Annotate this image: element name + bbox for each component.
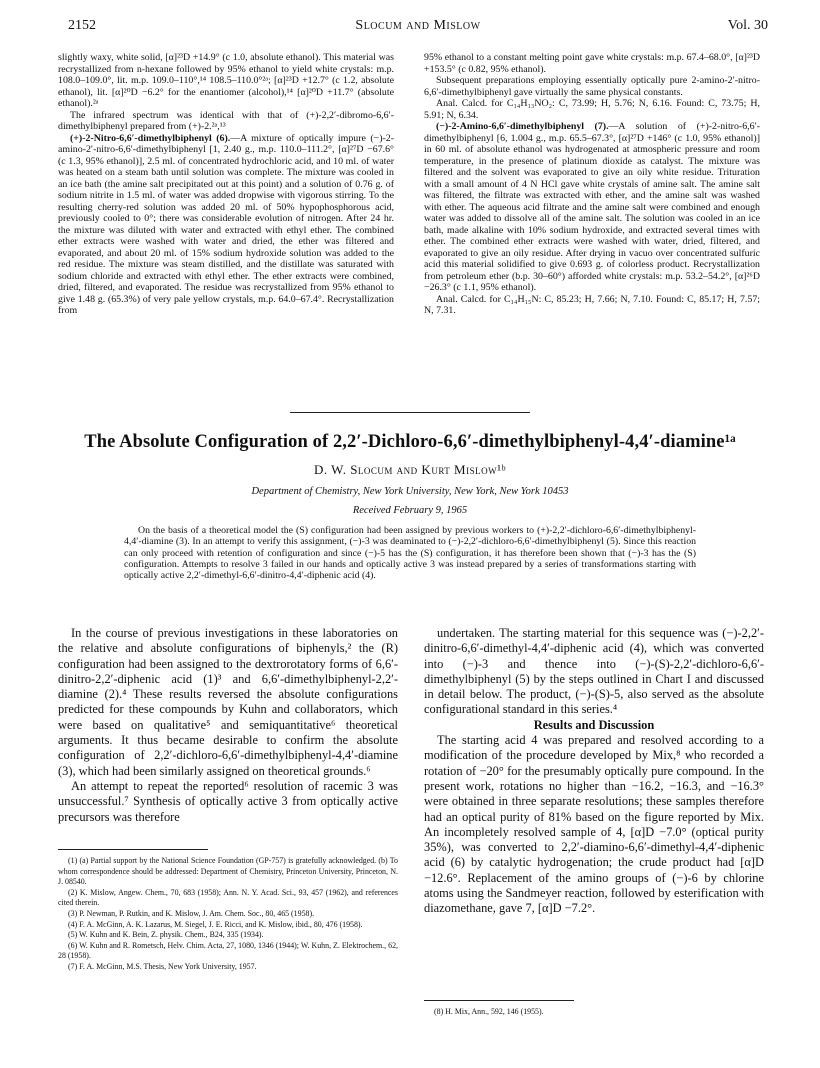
section-heading: Results and Discussion	[533, 717, 655, 732]
volume-label: Vol. 30	[727, 18, 768, 33]
footnote: (6) W. Kuhn and R. Rometsch, Helv. Chim. Acta, 27, 1080, 1346 (1944); W. Kuhn, Z. Elektrochem., 62, 28 (1958).	[58, 940, 398, 961]
paragraph: An attempt to repeat the reported⁶ resolution of racemic 3 was unsuccessful.⁷ Synthesis of optically active 3 from optically active precursors was therefore	[58, 778, 398, 824]
page-header	[68, 18, 768, 34]
footnote: (4) F. A. McGinn, A. K. Lazarus, M. Siegel, J. E. Ricci, and K. Mislow, ibid., 80, 476 (1958).	[68, 919, 363, 929]
paragraph: slightly waxy, white solid, [α]²³D +14.9° (c 1.0, absolute ethanol). This material was recrystallized from n-hexane followed by 95% ethanol to yield white crystals: m.p. 108.0–109.0°, lit. m.p. 109.0–110°,¹⁴ 108.5–110.0°²ᵃ; [α]²³D +12.7° (c 1.2, absolute ethanol), lit. [α]²⁰D −6.2° for the enantiomer (alcohol),¹⁴ [α]²⁰D +11.7° (absolute ethanol).²ᵃ	[58, 52, 394, 109]
footnote: (3) P. Newman, P. Rutkin, and K. Mislow, J. Am. Chem. Soc., 80, 465 (1958).	[68, 908, 315, 918]
author-affiliation: Department of Chemistry, New York University, New York, New York 10453	[251, 486, 569, 497]
paragraph: In the course of previous investigations in these laboratories on the relative and absolute configurations of biphenyls,² the (R) configuration had been assigned to the dextrorotatory forms of 6,6′-dinitro-2,2′-diphenic acid (1)³ and 6,6′-dimethylbiphenyl-2,2′-diamine (2).⁴ These results reversed the absolute configurations predicted for these compounds by Kuhn and collaborators, which were based on qualitative⁵ and semiquantitative⁶ theoretical arguments. It thus became desirable to confirm the absolute configuration of 2,2′-dichloro-6,6′-dimethylbiphenyl-4,4′-diamine (3), which had been similarly assigned on theoretical grounds.⁶	[58, 626, 398, 778]
paragraph	[58, 133, 394, 317]
footnote: (1) (a) Partial support by the National Science Foundation (GP-757) is gratefully acknowledged. (b) To whom correspondence should be addressed: Department of Chemistry, Princeton University, Princeton, N. J. 08540.	[58, 856, 398, 887]
paragraph	[424, 121, 760, 294]
compound-heading: (−)-2-Amino-6,6′-dimethylbiphenyl (7).	[436, 121, 609, 132]
paragraph: undertaken. The starting material for this sequence was (−)-2,2′-dinitro-6,6′-dimethyl-4,4′-diphenic acid (4), which was converted into (−)-3 and thence into (−)-(S)-2,2′-dichloro-6,6′-dimethylbiphenyl (5) by the steps outlined in Chart I and discussed in detail below. The product, (−)-(S)-5, also served as the absolute configurational standard in this series.⁴	[424, 626, 764, 717]
footnote-rule	[424, 1000, 574, 1001]
paragraph: The starting acid 4 was prepared and resolved according to a modification of the procedure developed by Mix,⁸ who recorded a rotation of −20° for the presumably optically pure compound. In the present work, rotations no higher than −16.2, −16.3, and −16.3° were obtained in three separate resolutions; these samples therefore had an optical purity of 81% based on the figure reported by Mix. An incompletely resolved sample of 4, [α]D −7.0° (optical purity 35%), was converted to 2,2′-diamino-6,6′-dimethyl-4,4′-diphenic acid (6) by catalytic hydrogenation; the crude product had [α]D −12.6°. Replacement of the amino groups of (−)-6 by chlorine atoms using the Sandmeyer reaction, followed by esterification with diazomethane, gave 7, [α]D −7.2°.	[424, 733, 764, 916]
footnotes-left	[58, 856, 398, 973]
analysis-line: Anal. Calcd. for C₁₄H₁₅N: C, 85.23; H, 7.66; N, 7.10. Found: C, 85.17; H, 7.57; N, 7.31.	[424, 293, 760, 316]
abstract	[124, 525, 696, 581]
paragraph: Subsequent preparations employing essentially optically pure 2-amino-2′-nitro-6,6′-dimethylbiphenyl gave virtually the same physical constants.	[424, 75, 760, 98]
footnote: (5) W. Kuhn and K. Bein, Z. physik. Chem., B24, 335 (1934).	[68, 930, 264, 940]
experimental-column-right	[424, 52, 760, 317]
compound-heading: (+)-2-Nitro-6,6′-dimethylbiphenyl (6).	[70, 132, 231, 144]
footnote-rule	[58, 849, 208, 850]
paragraph: The infrared spectrum was identical with that of (+)-2,2′-dibromo-6,6′-dimethylbiphenyl prepared from (+)-2.²ᵃ,¹³	[58, 109, 394, 132]
received-date: Received February 9, 1965	[352, 505, 468, 516]
paragraph-text: —A solution of (+)-2-nitro-6,6′-dimethylbiphenyl [6, 1.004 g., m.p. 65.5–67.3°, [α]²⁷D +146° (c 1.0, 95% ethanol)] in 60 ml. of absolute ethanol was hydrogenated at atmospheric pressure and room temperature, in the presence of platinum dioxide as catalyst. The mixture was filtered and the solvent was evaporated to give an oily white residue. Trituration with a small amount of 4 N HCl gave white crystals of amine salt. The amine salt was filtered, the filtrate was extracted with ether, and the amine salt was washed with ether. The aqueous acid filtrate and the amine salt were combined and enough water was added to dissolve all of the amine salt. The solution was cooled in an ice bath, made alkaline with 10% sodium hydroxide, and extracted several times with ether. The combined ether extracts were washed with water, dried, filtered, and evaporated to give an oily residue. After drying in vacuo over concentrated sulfuric acid this material solidified to give 0.693 g. of colorless product. Recrystallization from petroleum ether (b.p. 30–60°) afforded white crystals: m.p. 53.2–54.2°, [α]²⁶D −26.3° (c 1.1, 95% ethanol).	[424, 121, 760, 293]
article-authors: D. W. Slocum and Kurt Mislow¹ᵇ	[313, 462, 507, 477]
body-column-right	[424, 626, 764, 917]
footnote: (2) K. Mislow, Angew. Chem., 70, 683 (1958); Ann. N. Y. Acad. Sci., 93, 457 (1962), and references cited therein.	[58, 887, 398, 908]
footnote: (7) F. A. McGinn, M.S. Thesis, New York University, 1957.	[68, 961, 257, 971]
body-column-left	[58, 626, 398, 825]
analysis-line: Anal. Calcd. for C₁₄H₁₃NO₂: C, 73.99; H, 5.76; N, 6.16. Found: C, 73.75; H, 5.91; N, 6.34.	[424, 98, 760, 121]
running-title: Slocum and Mislow	[355, 18, 481, 33]
article-title: The Absolute Configuration of 2,2′-Dichloro-6,6′-dimethylbiphenyl-4,4′-diamine¹ᵃ	[84, 432, 736, 452]
abstract-text: On the basis of a theoretical model the (S) configuration had been assigned by previous workers to (+)-2,2′-dichloro-6,6′-dimethylbiphenyl-4,4′-diamine (3). In an attempt to verify this assignment, (−)-3 was deaminated to (−)-2,2′-dichloro-6,6′-dimethylbiphenyl (5). Since this reaction can only proceed with retention of configuration and since (−)-5 has the (S) configuration, it has therefore been shown that (−)-3 has the (S) configuration. Attempts to resolve 3 failed in our hands and optically active 3 was instead prepared by a series of transformations starting with optically active 2,2′-dimethyl-6,6′-dinitro-4,4′-diphenic acid (4).	[124, 525, 696, 582]
experimental-column-left	[58, 52, 394, 317]
section-divider	[290, 412, 530, 413]
paragraph: 95% ethanol to a constant melting point gave white crystals: m.p. 67.4–68.0°, [α]²³D +153.5° (c 0.82, 95% ethanol).	[424, 52, 760, 75]
footnote: (8) H. Mix, Ann., 592, 146 (1955).	[434, 1007, 544, 1016]
page-number: 2152	[68, 18, 96, 33]
footnotes-right	[424, 1007, 764, 1018]
paragraph-text: —A mixture of optically impure (−)-2-amino-2′-nitro-6,6′-dimethylbiphenyl [1, 2.40 g., m.p. 110.0–111.2°, [α]²⁷D −67.6° (c 1.3, 95% ethanol)], 2.5 ml. of concentrated hydrochloric acid, and 10 ml. of water was heated on a steam bath until solution was complete. The mixture was cooled in an ice bath (the amine salt precipitated out at this point) and a solution of 0.76 g. of sodium nitrite in 1.5 ml. of water was added dropwise with vigorous stirring. To the resulting cherry-red solution was added 20 ml. of 50% hypophosphorous acid, previously cooled to 0°; there was considerable evolution of nitrogen. After 24 hr. the mixture was diluted with water and extracted with ethyl ether. The combined ether extracts were washed with water and dried, the ether was filtered and evaporated, and about 20 ml. of 15% sodium hydroxide solution was added to the red residue. The mixture was steam distilled, and the distillate was saturated with sodium chloride and extracted with ethyl ether. The ether extracts were combined, dried, filtered, and evaporated. The residue was recrystallized from 95% ethanol to give 1.48 g. (65.3%) of very pale yellow crystals, m.p. 64.0–67.4°. Recrystallization from	[58, 132, 394, 316]
